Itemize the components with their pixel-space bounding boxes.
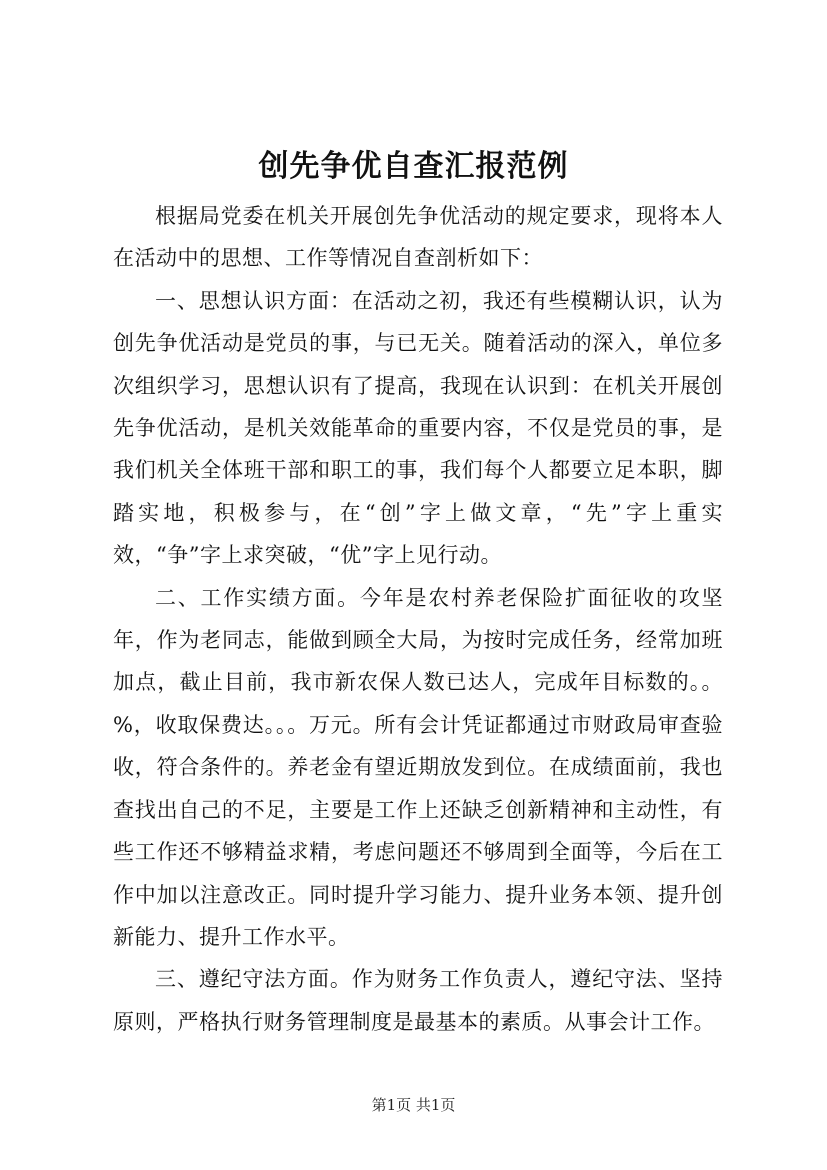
page-number-footer: 第1页 共1页 (371, 1096, 456, 1114)
document-body (113, 195, 723, 1043)
paragraph-work-performance: 二、工作实绩方面。今年是农村养老保险扩面征收的攻坚年，作为老同志，能做到顾全大局，为按时完成任务，经常加班加点，截止目前，我市新农保人数已达人，完成年目标数的。。%，收取保费达。。。万元。所有会计凭证都通过市财政局审查验收，符合条件的。养老金有望近期放发到位。在成绩面前，我也查找出自己的不足，主要是工作上还缺乏创新精神和主动性，有些工作还不够精益求精，考虑问题还不够周到全面等，今后在工作中加以注意改正。同时提升学习能力、提升业务本领、提升创新能力、提升工作水平。 (113, 585, 723, 949)
document-title: 创先争优自查汇报范例 (258, 149, 569, 184)
paragraph-ideology: 一、思想认识方面：在活动之初，我还有些模糊认识，认为创先争优活动是党员的事，与已无关。随着活动的深入，单位多次组织学习，思想认识有了提高，我现在认识到：在机关开展创先争优活动，是机关效能革命的重要内容，不仅是党员的事，是我们机关全体班干部和职工的事，我们每个人都要立足本职，脚踏实地，积极参与，在“创”字上做文章，“先”字上重实效，“争”字上求突破，“优”字上见行动。 (113, 288, 723, 568)
paragraph-law-discipline: 三、遵纪守法方面。作为财务工作负责人，遵纪守法、坚持原则，严格执行财务管理制度是最基本的素质。从事会计工作。 (113, 967, 723, 1034)
paragraph-intro: 根据局党委在机关开展创先争优活动的规定要求，现将本人在活动中的思想、工作等情况自查剖析如下： (113, 204, 723, 271)
